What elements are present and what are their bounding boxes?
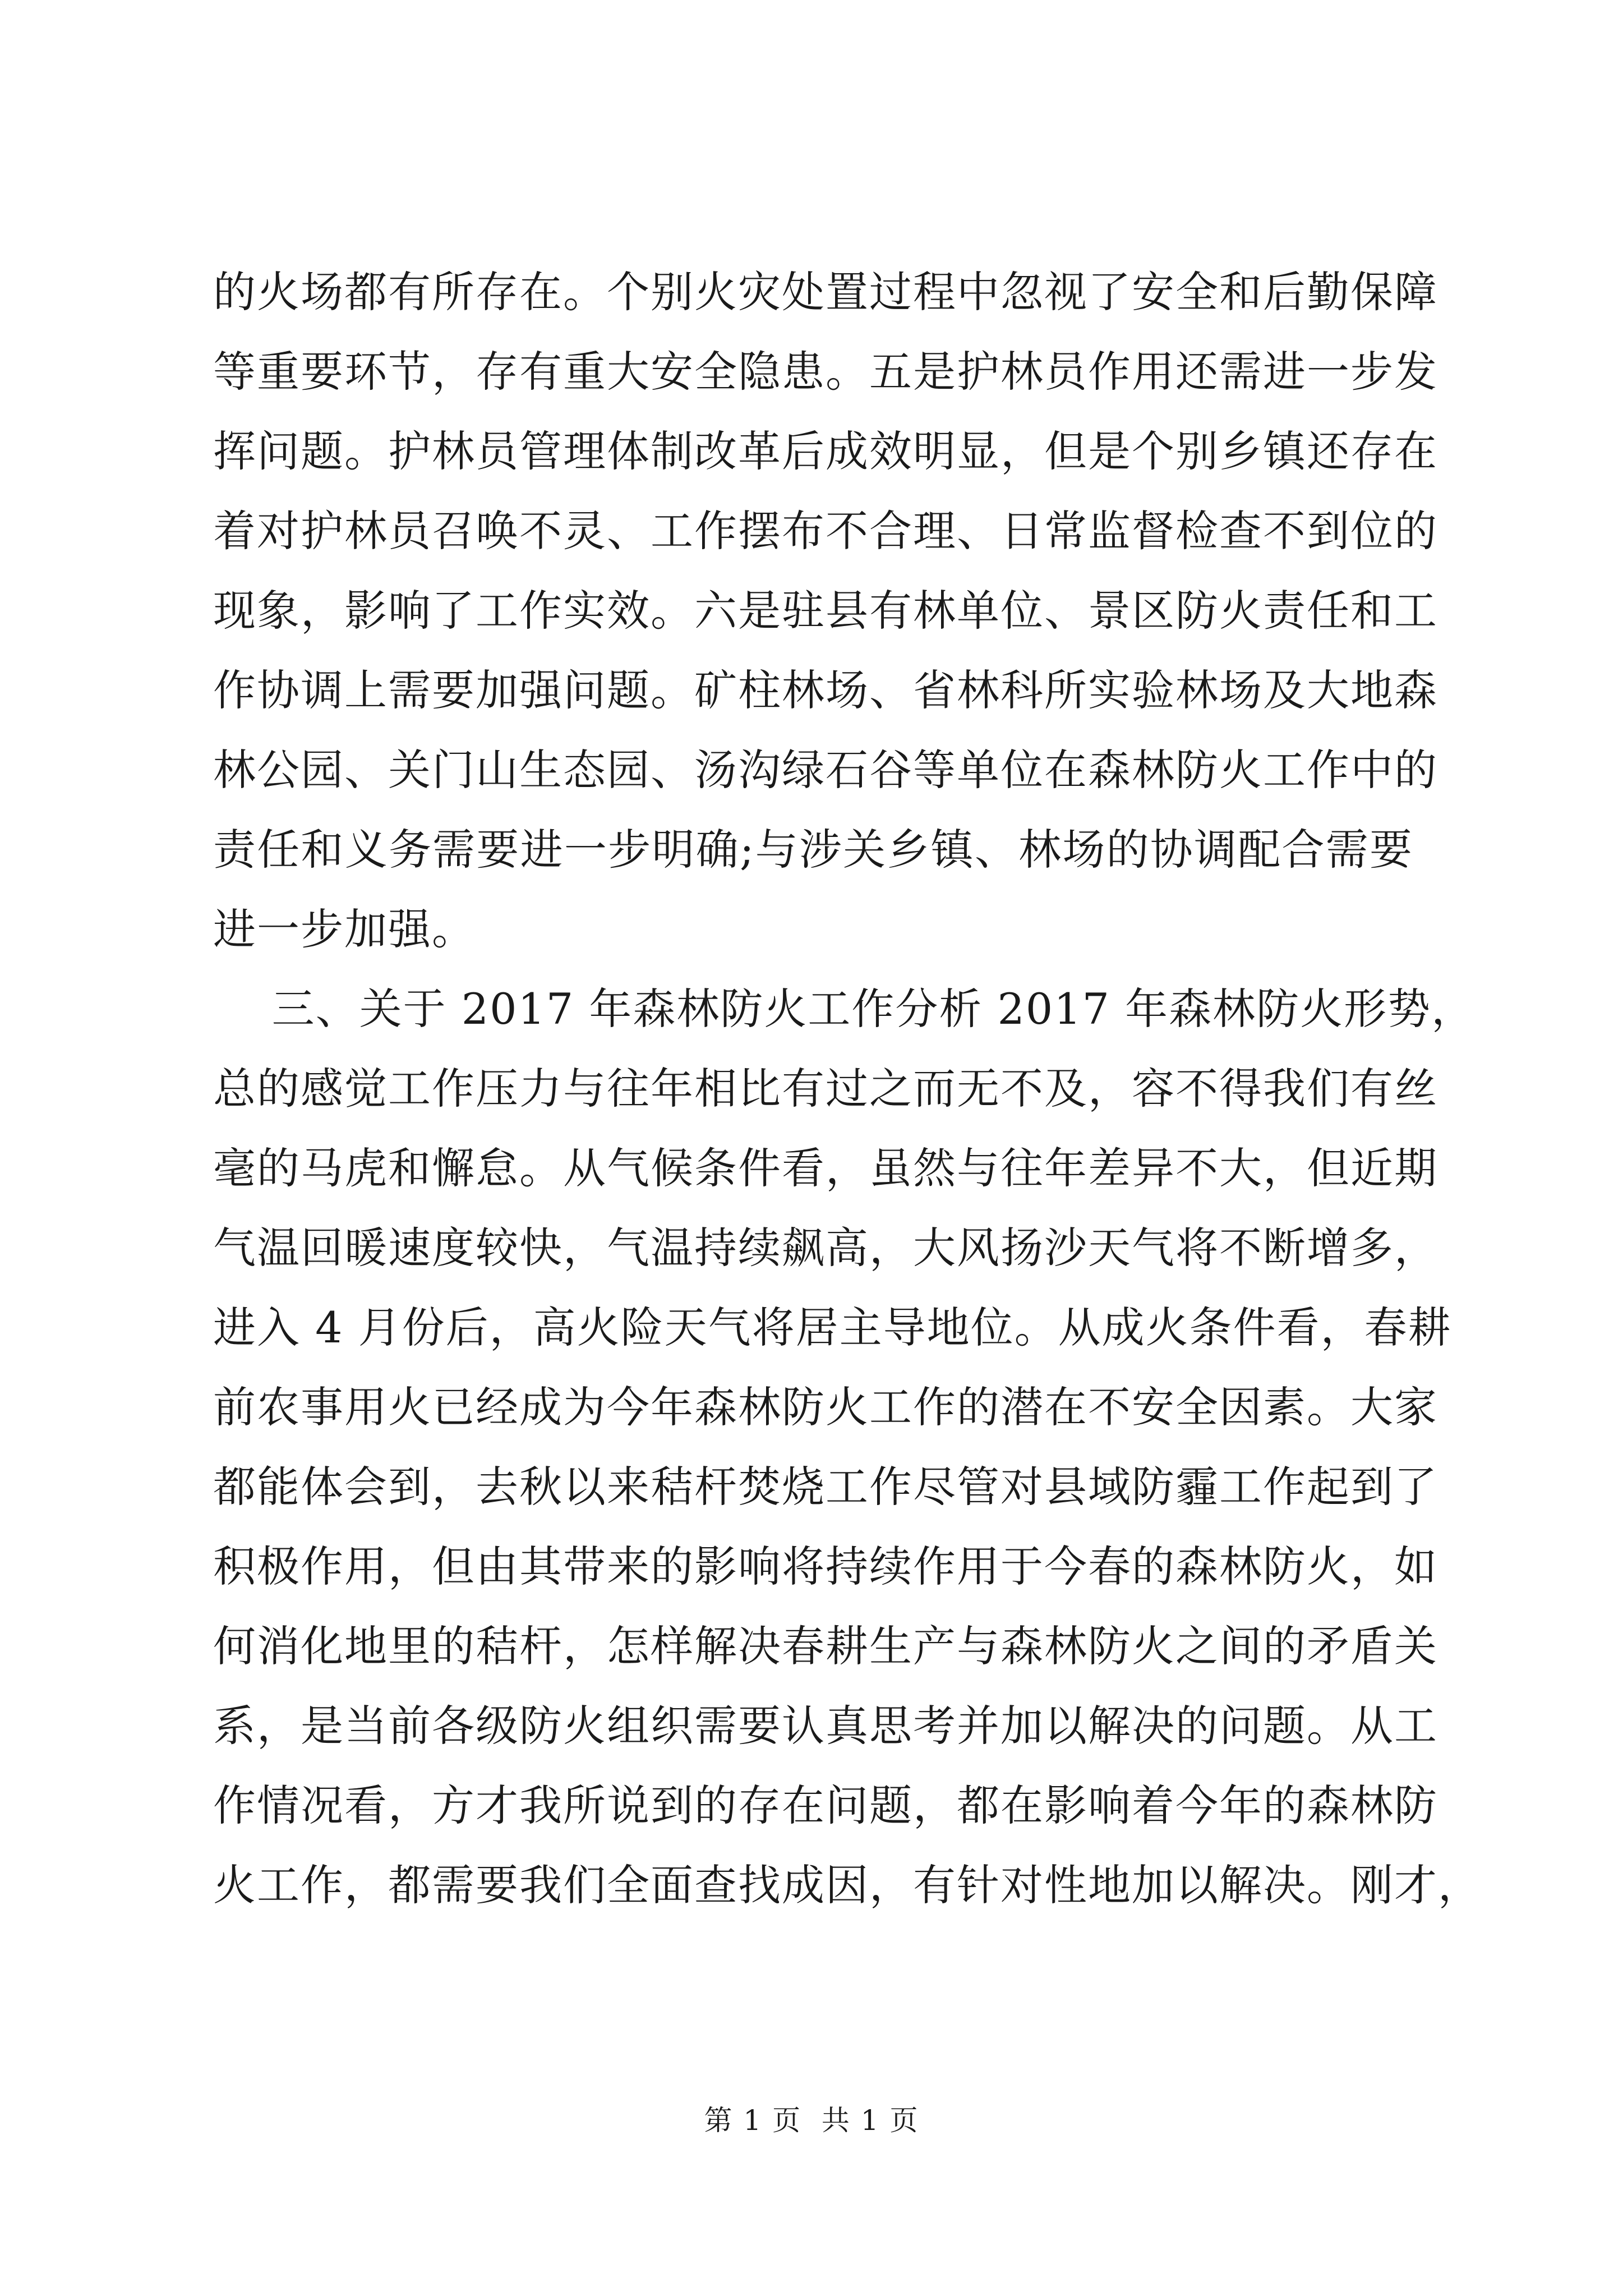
text-line: 何消化地里的秸杆，怎样解决春耕生产与森林防火之间的矛盾关	[213, 1621, 1438, 1671]
text-line: 的火场都有所存在。个别火灾处置过程中忽视了安全和后勤保障	[213, 267, 1438, 317]
page-footer	[0, 2098, 1623, 2143]
text-line: 积极作用，但由其带来的影响将持续作用于今春的森林防火，如	[213, 1542, 1438, 1591]
text-line: 等重要环节，存有重大安全隐患。五是护林员作用还需进一步发	[213, 347, 1438, 397]
text-line: 系，是当前各级防火组织需要认真思考并加以解决的问题。从工	[213, 1701, 1438, 1751]
text-line: 责任和义务需要进一步明确;与涉关乡镇、林场的协调配合需要	[213, 825, 1413, 875]
text-line: 进一步加强。	[213, 904, 476, 954]
text-line: 毫的马虎和懈怠。从气候条件看，虽然与往年差异不大，但近期	[213, 1143, 1438, 1193]
text-line: 林公园、关门山生态园、汤沟绿石谷等单位在森林防火工作中的	[213, 745, 1438, 795]
text-line: 气温回暖速度较快，气温持续飙高，大风扬沙天气将不断增多，	[213, 1223, 1438, 1273]
text-line: 挥问题。护林员管理体制改革后成效明显，但是个别乡镇还存在	[213, 426, 1438, 476]
body-text	[213, 252, 1482, 1925]
text-line: 作情况看，方才我所说到的存在问题，都在影响着今年的森林防	[213, 1780, 1438, 1830]
text-line: 着对护林员召唤不灵、工作摆布不合理、日常监督检查不到位的	[213, 506, 1438, 556]
text-line: 都能体会到，去秋以来秸杆焚烧工作尽管对县域防霾工作起到了	[213, 1462, 1438, 1512]
text-line: 进入 4 月份后，高火险天气将居主导地位。从成火条件看，春耕	[213, 1303, 1452, 1352]
text-line: 三、关于 2017 年森林防火工作分析 2017 年森林防火形势，	[213, 984, 1476, 1034]
text-line: 作协调上需要加强问题。矿柱林场、省林科所实验林场及大地森	[213, 665, 1438, 715]
page-number: 第 1 页 共 1 页	[704, 2104, 919, 2137]
text-line: 总的感觉工作压力与往年相比有过之而无不及，容不得我们有丝	[213, 1064, 1438, 1114]
text-line: 现象，影响了工作实效。六是驻县有林单位、景区防火责任和工	[213, 586, 1438, 636]
text-line: 火工作，都需要我们全面查找成因，有针对性地加以解决。刚才，	[213, 1860, 1482, 1910]
text-line: 前农事用火已经成为今年森林防火工作的潜在不安全因素。大家	[213, 1382, 1438, 1432]
